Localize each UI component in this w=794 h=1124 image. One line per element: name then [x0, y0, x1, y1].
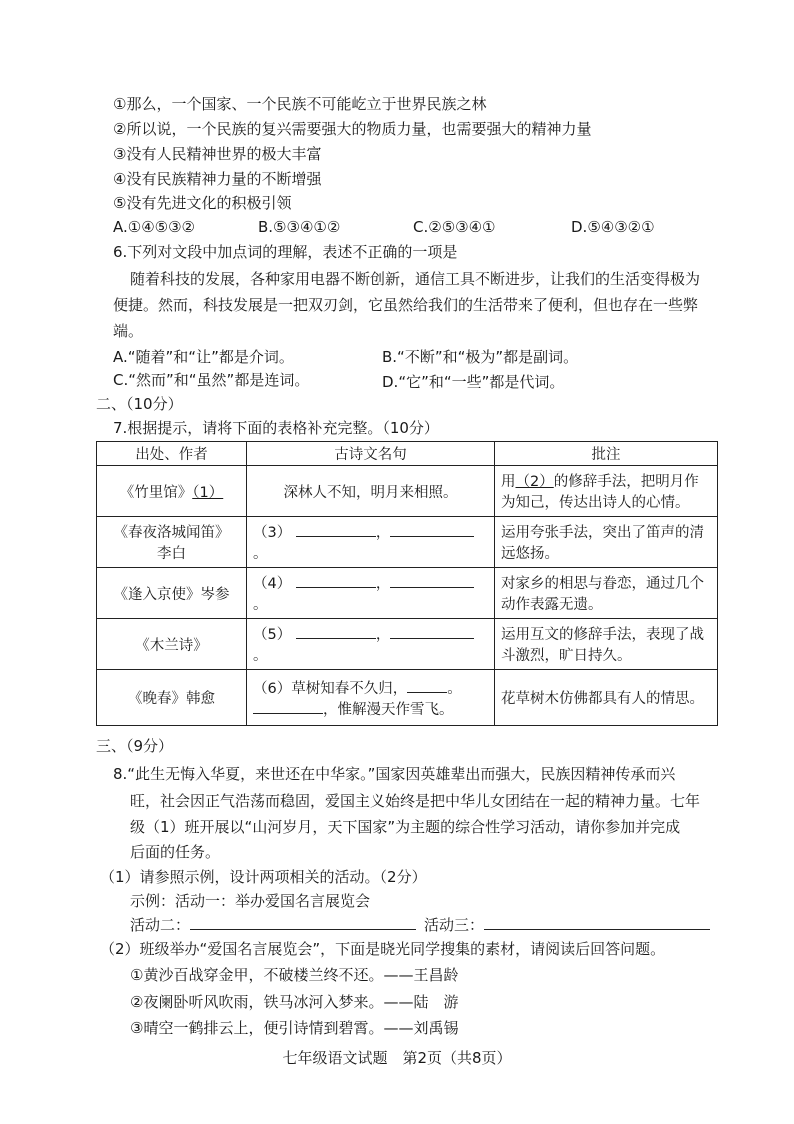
row3-source: 《逢入京使》岑参	[97, 568, 247, 619]
q8-intro-2: 旺，社会因正气浩荡而稳固，爱国主义始终是把中华儿女团结在一起的精神力量。七年	[130, 792, 701, 810]
row4-note: 运用互文的修辞手法，表现了战斗激烈，旷日持久。	[495, 619, 718, 670]
row1-note-pre: 用	[501, 474, 516, 490]
row4-blank-a[interactable]	[296, 638, 376, 639]
page-footer: 七年级语文试题 第2页（共8页）	[282, 1049, 512, 1067]
quote-1: ①黄沙百战穿金甲，不破楼兰终不还。——王昌龄	[130, 966, 459, 984]
row2-blank-a[interactable]	[296, 536, 376, 537]
q7-stem: 7.根据提示，请将下面的表格补充完整。（10分）	[113, 419, 439, 437]
q8-sub-1: （1）请参照示例，设计两项相关的活动。（2分）	[100, 868, 427, 886]
q5-item-2: ②所以说，一个民族的复兴需要强大的物质力量，也需要强大的精神力量	[113, 120, 592, 138]
row1-note-post: 的修辞手法，把明月作为知己，传达出诗人的心情。	[501, 474, 699, 511]
header-poem-line: 古诗文名句	[247, 442, 495, 466]
row5-note: 花草树木仿佛都具有人的情思。	[495, 670, 718, 726]
q6-passage-line-3: 端。	[113, 322, 144, 340]
q5-item-1: ①那么，一个国家、一个民族不可能屹立于世界民族之林	[113, 95, 487, 113]
row5-source: 《晚春》韩愈	[97, 670, 247, 726]
q8-intro-1: 8.“此生无悔入华夏，来世还在中华家。”国家因英雄辈出而强大，民族因精神传承而兴	[113, 765, 676, 783]
q8-example: 示例：活动一：举办爱国名言展览会	[130, 892, 371, 910]
section-2-heading: 二、（10分）	[96, 395, 183, 413]
row2-source: 《春夜洛城闻笛》	[113, 525, 230, 541]
q8-intro-4: 后面的任务。	[130, 843, 221, 861]
q6-option-d: D.“它”和“一些”都是代词。	[382, 373, 565, 391]
row1-source: 《竹里馆》	[119, 484, 193, 501]
activity-2-label: 活动二：	[130, 916, 191, 934]
q5-item-5: ⑤没有先进文化的积极引领	[113, 194, 292, 212]
q6-option-a: A.“随着”和“让”都是介词。	[113, 348, 294, 366]
row2-note: 运用夸张手法，突出了笛声的清远悠扬。	[495, 517, 718, 568]
quote-3: ③晴空一鹤排云上，便引诗情到碧霄。——刘禹锡	[130, 1019, 459, 1037]
q6-option-b: B.“不断”和“极为”都是副词。	[382, 348, 579, 366]
row3-num: （4）	[253, 576, 292, 592]
row2-num: （3）	[253, 525, 292, 541]
row4-source: 《木兰诗》	[97, 619, 247, 670]
table-row	[97, 466, 718, 517]
table-row: 《逢入京使》岑参 （4） ，。 对家乡的相思与眷恋，通过几个动作表露无遗。	[97, 568, 718, 619]
q5-item-3: ③没有人民精神世界的极大丰富	[113, 145, 322, 163]
q5-option-c: C.②⑤③④①	[413, 218, 496, 236]
q6-passage-line-1: 随着科技的发展，各种家用电器不断创新，通信工具不断进步，让我们的生活变得极为	[130, 270, 701, 288]
activity-3-field[interactable]	[484, 929, 710, 930]
row1-line: 深林人不知，明月来相照。	[247, 466, 495, 517]
row3-blank-a[interactable]	[296, 587, 376, 588]
q5-option-d: D.⑤④③②①	[571, 218, 655, 236]
header-note: 批注	[495, 442, 718, 466]
q6-passage-line-2: 便捷。然而，科技发展是一把双刃剑，它虽然给我们的生活带来了便利，但也存在一些弊	[113, 296, 699, 314]
row5-line-b: ，惟解漫天作雪飞。	[323, 701, 454, 718]
row1-blank-2[interactable]: （2）	[515, 474, 554, 490]
activity-3-label: 活动三：	[424, 916, 485, 934]
q5-item-4: ④没有民族精神力量的不断增强	[113, 170, 322, 188]
table-row: 《春夜洛城闻笛》 李白 （3） ，。 运用夸张手法，突出了笛声的清远悠扬。	[97, 517, 718, 568]
row5-blank-a[interactable]	[407, 692, 447, 693]
activity-2-field[interactable]	[190, 929, 416, 930]
row5-line-a: （6）草树知春不久归，	[253, 680, 408, 697]
row4-blank-b[interactable]	[390, 638, 474, 639]
row1-blank-1[interactable]: （1）	[192, 484, 224, 501]
q5-option-a: A.①④⑤③②	[113, 218, 196, 236]
poem-table	[96, 441, 718, 726]
q5-option-b: B.⑤③④①②	[258, 218, 341, 236]
quote-2: ②夜阑卧听风吹雨，铁马冰河入梦来。——陆 游	[130, 993, 459, 1011]
q8-intro-3: 级（1）班开展以“山河岁月，天下国家”为主题的综合性学习活动，请你参加并完成	[130, 818, 681, 836]
q6-stem: 6.下列对文段中加点词的理解，表述不正确的一项是	[113, 243, 458, 261]
table-row: 《木兰诗》 （5） ，。 运用互文的修辞手法，表现了战斗激烈，旷日持久。	[97, 619, 718, 670]
header-source: 出处、作者	[97, 442, 247, 466]
row2-blank-b[interactable]	[390, 536, 474, 537]
table-row: 《晚春》韩愈 （6）草树知春不久归， 。 ，惟解漫天作雪飞。 花草树木仿佛都具有人的情思。	[97, 670, 718, 726]
row4-num: （5）	[253, 627, 292, 643]
row3-blank-b[interactable]	[390, 587, 474, 588]
row3-note: 对家乡的相思与眷恋，通过几个动作表露无遗。	[495, 568, 718, 619]
section-3-heading: 三、（9分）	[96, 737, 174, 755]
q8-sub-2: （2）班级举办“爱国名言展览会”，下面是晓光同学搜集的素材，请阅读后回答问题。	[100, 940, 666, 958]
q6-option-c: C.“然而”和“虽然”都是连词。	[113, 371, 310, 389]
row2-author: 李白	[157, 546, 186, 562]
row5-blank-b[interactable]	[253, 713, 323, 714]
